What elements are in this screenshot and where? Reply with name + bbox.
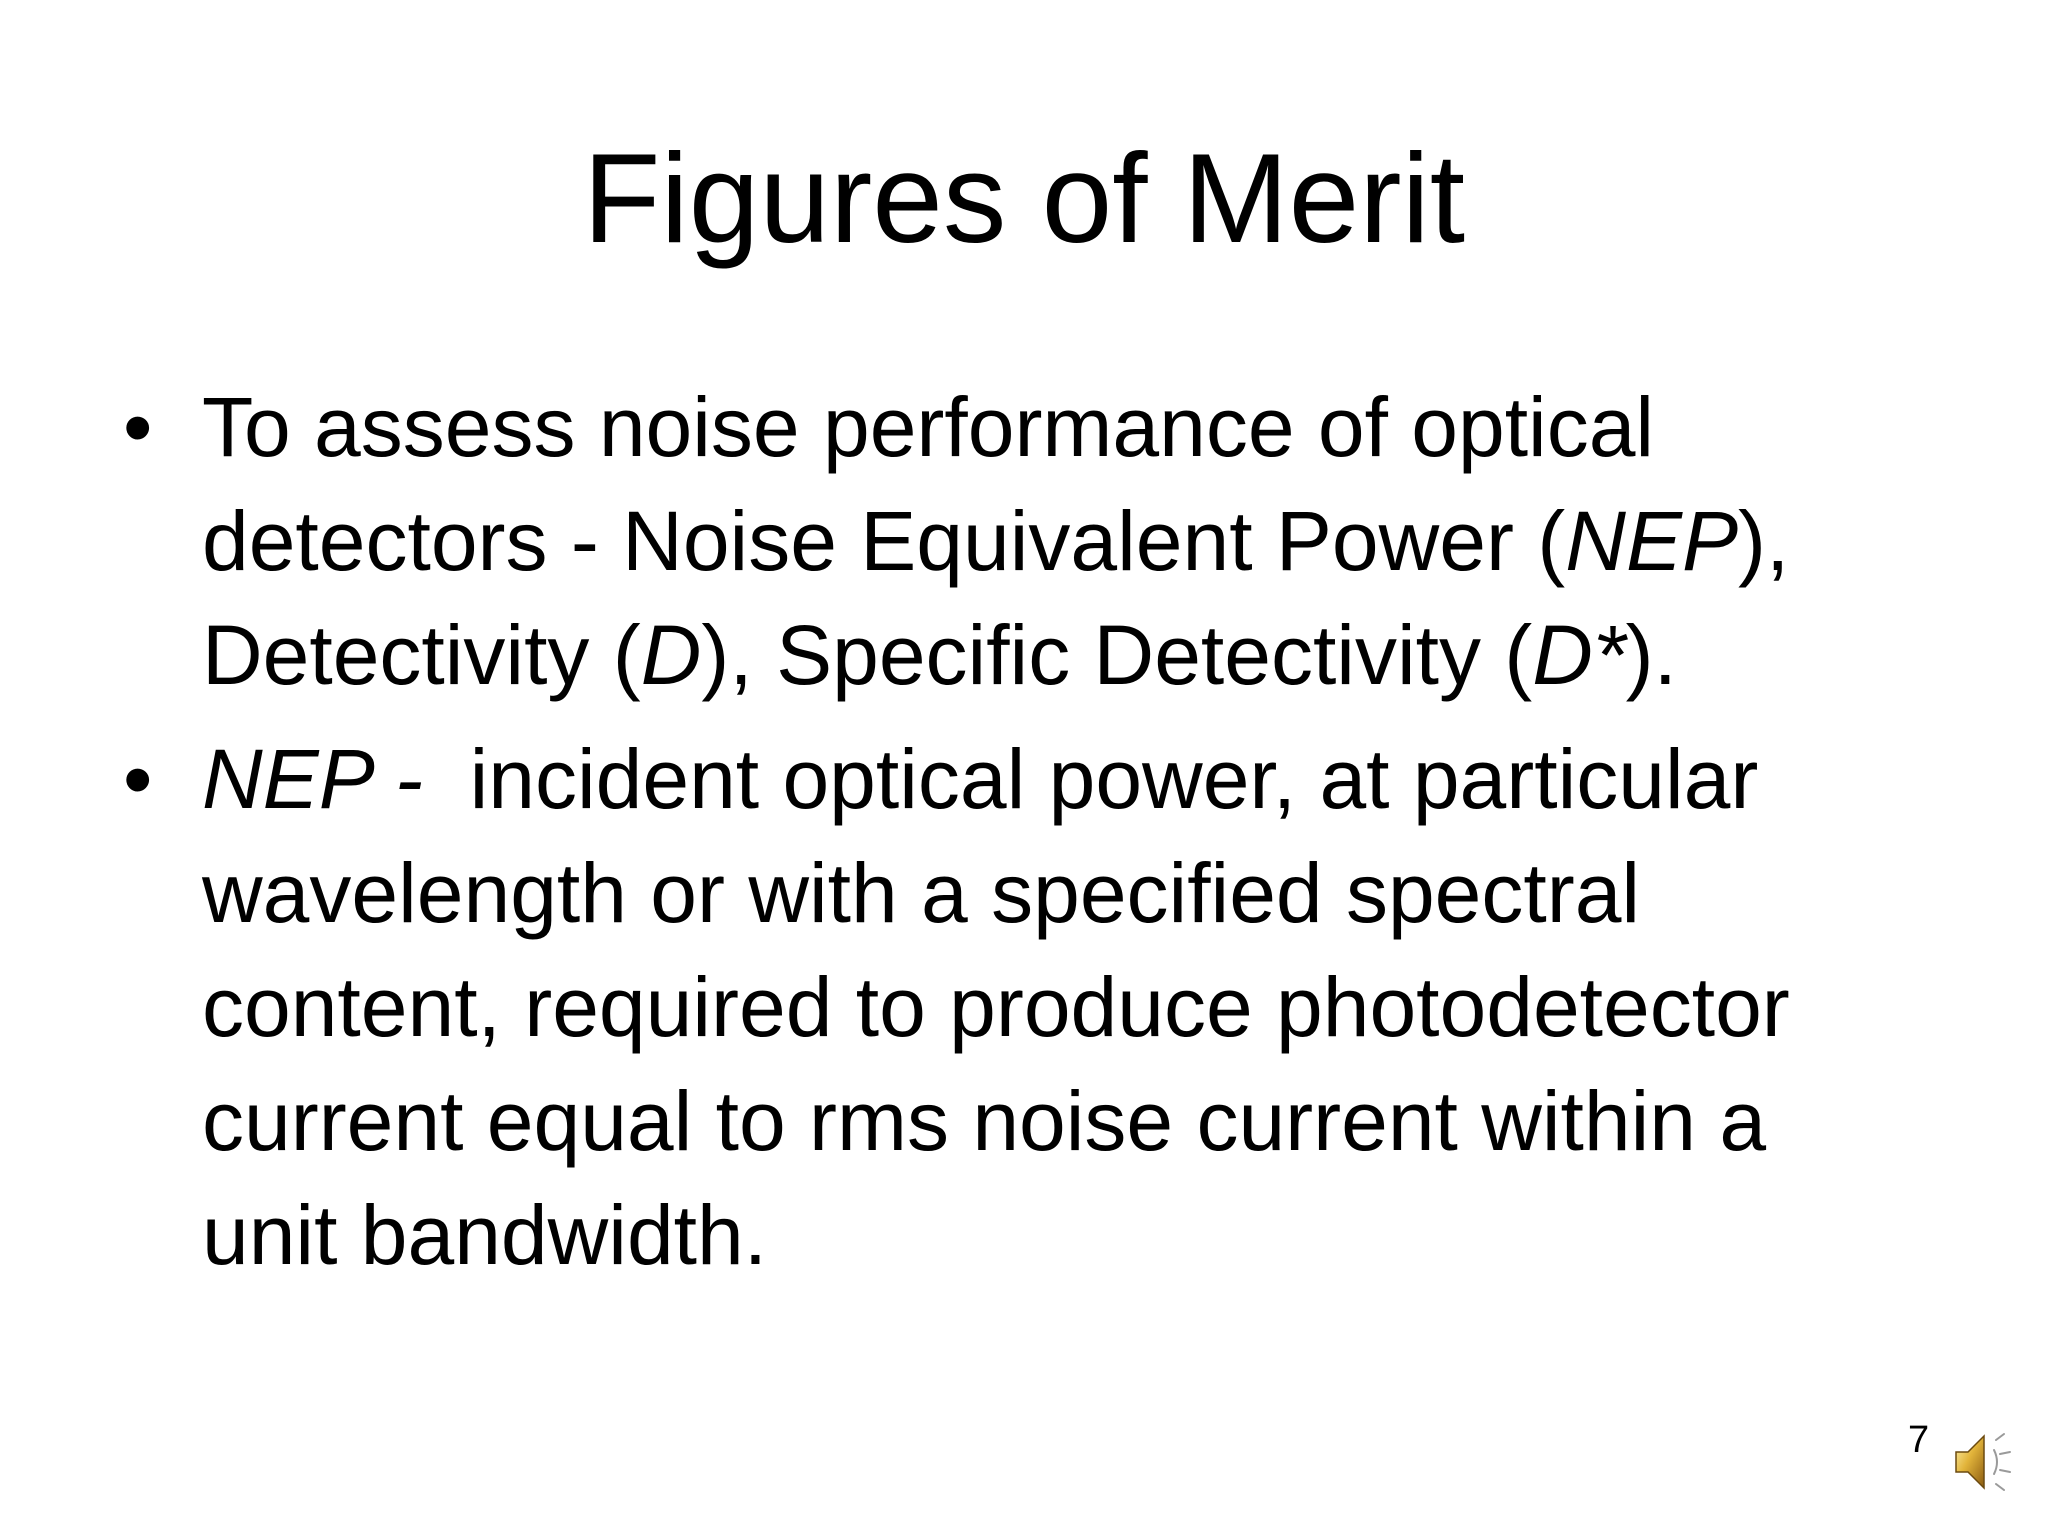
bullet-marker: •: [123, 732, 153, 826]
bullet-line: [202, 950, 2048, 1064]
text-run: wavelength or with a specified spectral: [202, 846, 1641, 940]
bullet-marker: •: [123, 380, 153, 474]
italic-term: D*: [1532, 608, 1626, 702]
bullet-line: [202, 722, 2048, 836]
text-run: ).: [1625, 608, 1677, 702]
text-run: ), Specific Detectivity (: [701, 608, 1533, 702]
bullet-line: [202, 1178, 2048, 1292]
bullet-line: [202, 598, 2048, 712]
text-run: Detectivity (: [202, 608, 641, 702]
speaker-icon[interactable]: [1950, 1428, 2016, 1496]
page-number: 7: [1908, 1419, 1930, 1461]
text-run: To assess noise performance of optical: [202, 380, 1655, 474]
text-run: ),: [1738, 494, 1790, 588]
bullet-line: [202, 836, 2048, 950]
text-run: incident optical power, at particular: [422, 732, 1759, 826]
bullet-line: [202, 484, 2048, 598]
text-run: content, required to produce photodetector: [202, 960, 1790, 1054]
text-run: unit bandwidth.: [202, 1188, 768, 1282]
text-run: detectors - Noise Equivalent Power (: [202, 494, 1566, 588]
italic-term: D: [640, 608, 702, 702]
slide-title: Figures of Merit: [582, 127, 1466, 269]
bullet-item: [0, 722, 2048, 1292]
text-run: current equal to rms noise current within a: [202, 1074, 1767, 1168]
bullet-line: [202, 1064, 2048, 1178]
bullet-list: [0, 370, 2048, 1302]
italic-term: NEP: [1565, 494, 1738, 588]
italic-term: NEP -: [202, 732, 423, 826]
bullet-item: [0, 370, 2048, 712]
bullet-line: [202, 370, 2048, 484]
